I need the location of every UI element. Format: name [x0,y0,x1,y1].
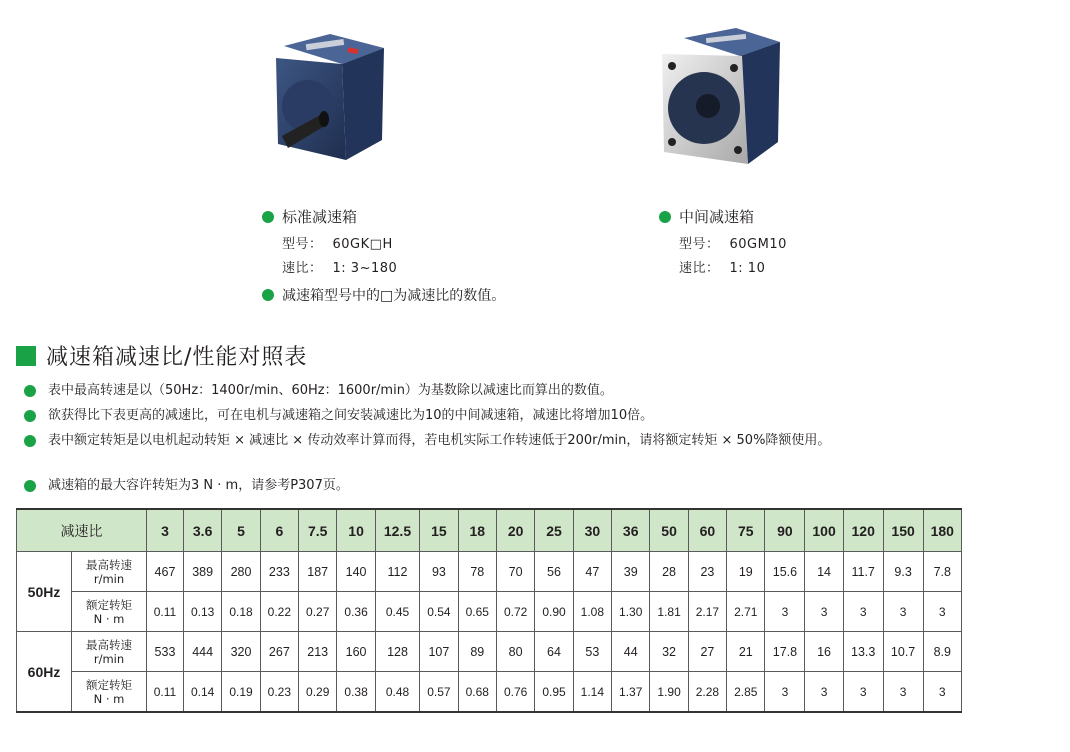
value-cell: 8.9 [923,632,961,672]
value-cell: 0.29 [299,672,337,713]
value-cell: 2.17 [688,592,726,632]
ratio-cell: 60 [688,509,726,552]
value-cell: 187 [299,552,337,592]
product-standard-ratio: 速比： 1: 3~180 [282,261,398,276]
gearbox-intermediate-image [656,26,786,170]
value-cell: 3 [883,592,923,632]
value-cell: 0.11 [147,592,184,632]
bullet-icon [24,435,36,447]
value-cell: 2.85 [727,672,765,713]
ratio-cell: 25 [535,509,573,552]
value-cell: 0.19 [222,672,260,713]
value-cell: 0.23 [260,672,298,713]
ratio-cell: 20 [496,509,534,552]
value-cell: 0.22 [260,592,298,632]
value-cell: 47 [573,552,611,592]
value-cell: 28 [650,552,688,592]
ratio-cell: 50 [650,509,688,552]
value-cell: 1.14 [573,672,611,713]
value-cell: 3 [765,592,805,632]
value-cell: 3 [843,672,883,713]
value-cell: 389 [183,552,221,592]
value-cell: 0.14 [183,672,221,713]
value-cell: 39 [612,552,650,592]
value-cell: 320 [222,632,260,672]
value-cell: 0.38 [337,672,375,713]
value-cell: 0.90 [535,592,573,632]
value-cell: 1.37 [612,672,650,713]
value-cell: 0.57 [420,672,458,713]
ratio-cell: 30 [573,509,611,552]
value-cell: 0.48 [375,672,419,713]
value-cell: 267 [260,632,298,672]
value-cell: 44 [612,632,650,672]
ratio-cell: 120 [843,509,883,552]
value-cell: 3 [805,672,843,713]
value-cell: 15.6 [765,552,805,592]
value-cell: 0.11 [147,672,184,713]
value-cell: 112 [375,552,419,592]
table-row [17,672,962,713]
value-cell: 0.13 [183,592,221,632]
row-label-bottom: r/min [93,571,125,586]
value-cell: 0.27 [299,592,337,632]
row-label-top: 最高转速 [86,637,132,652]
value-cell: 64 [535,632,573,672]
note-item: 减速箱的最大容许转矩为3 N · m，请参考P307页。 [24,477,954,495]
value-cell: 280 [222,552,260,592]
value-cell: 3 [765,672,805,713]
note-item: 表中最高转速是以（50Hz：1400r/min、60Hz：1600r/min）为基数除以减速比而算出的数值。 [24,382,954,400]
table-row [17,552,962,592]
value-cell: 56 [535,552,573,592]
row-label-top: 额定转矩 [86,597,132,612]
value-cell: 21 [727,632,765,672]
value-cell: 160 [337,632,375,672]
ratio-cell: 12.5 [375,509,419,552]
row-label-top: 额定转矩 [86,677,132,692]
ratio-cell: 18 [458,509,496,552]
value-cell: 0.54 [420,592,458,632]
value-cell: 128 [375,632,419,672]
note-item: 表中额定转矩是以电机起动转矩 × 减速比 × 传动效率计算而得，若电机实际工作转速低于200r/min，请将额定转矩 × 50%降额使用。 [24,432,954,450]
section-header [16,340,307,371]
bullet-icon [24,480,36,492]
ratio-cell: 15 [420,509,458,552]
ratio-cell: 6 [260,509,298,552]
value-cell: 89 [458,632,496,672]
bullet-icon [24,385,36,397]
value-cell: 0.36 [337,592,375,632]
value-cell: 78 [458,552,496,592]
ratio-cell: 36 [612,509,650,552]
value-cell: 7.8 [923,552,961,592]
bullet-icon [262,211,274,223]
value-cell: 19 [727,552,765,592]
value-cell: 444 [183,632,221,672]
ratio-cell: 100 [805,509,843,552]
value-cell: 107 [420,632,458,672]
value-cell: 213 [299,632,337,672]
ratio-cell: 7.5 [299,509,337,552]
table-header-row [17,509,962,552]
value-cell: 23 [688,552,726,592]
value-cell: 13.3 [843,632,883,672]
row-label-bottom: r/min [93,651,125,666]
value-cell: 3 [923,592,961,632]
value-cell: 0.68 [458,672,496,713]
value-cell: 1.30 [612,592,650,632]
value-cell: 3 [843,592,883,632]
value-cell: 140 [337,552,375,592]
value-cell: 70 [496,552,534,592]
value-cell: 0.76 [496,672,534,713]
ratio-cell: 5 [222,509,260,552]
table-row [17,632,962,672]
value-cell: 1.81 [650,592,688,632]
value-cell: 2.28 [688,672,726,713]
table-row [17,592,962,632]
value-cell: 93 [420,552,458,592]
product-standard-title: 标准减速箱 [262,206,357,227]
ratio-cell: 75 [727,509,765,552]
product-intermediate-title: 中间减速箱 [659,206,754,227]
value-cell: 0.72 [496,592,534,632]
frequency-cell: 60Hz [17,632,72,713]
value-cell: 53 [573,632,611,672]
value-cell: 80 [496,632,534,672]
gearbox-standard-image [262,28,392,168]
product-intermediate-model: 型号： 60GM10 [679,237,787,252]
row-label-bottom: N · m [93,611,125,626]
value-cell: 0.45 [375,592,419,632]
row-label-top: 最高转速 [86,557,132,572]
ratio-cell: 180 [923,509,961,552]
ratio-cell: 90 [765,509,805,552]
value-cell: 32 [650,632,688,672]
value-cell: 3 [883,672,923,713]
value-cell: 3 [805,592,843,632]
value-cell: 1.90 [650,672,688,713]
product-note: 减速箱型号中的□为减速比的数值。 [262,285,505,305]
bullet-icon [659,211,671,223]
section-title: 减速箱减速比/性能对照表 [46,345,308,370]
value-cell: 10.7 [883,632,923,672]
product-intermediate-ratio: 速比： 1: 10 [679,261,766,276]
ratio-cell: 150 [883,509,923,552]
ratio-cell: 10 [337,509,375,552]
row-label-cell [72,632,147,672]
value-cell: 9.3 [883,552,923,592]
value-cell: 0.18 [222,592,260,632]
row-label-bottom: N · m [93,691,125,706]
ratio-performance-table [16,508,962,713]
value-cell: 1.08 [573,592,611,632]
value-cell: 0.95 [535,672,573,713]
bullet-icon [262,289,274,301]
section-square-icon [16,346,36,366]
product-standard-model: 型号： 60GK□H [282,237,393,252]
value-cell: 17.8 [765,632,805,672]
value-cell: 16 [805,632,843,672]
value-cell: 2.71 [727,592,765,632]
value-cell: 27 [688,632,726,672]
row-label-cell [72,672,147,713]
value-cell: 3 [923,672,961,713]
value-cell: 233 [260,552,298,592]
ratio-header-label: 减速比 [17,509,147,552]
value-cell: 0.65 [458,592,496,632]
ratio-cell: 3 [147,509,184,552]
row-label-cell [72,552,147,592]
bullet-icon [24,410,36,422]
ratio-cell: 3.6 [183,509,221,552]
row-label-cell [72,592,147,632]
value-cell: 11.7 [843,552,883,592]
value-cell: 533 [147,632,184,672]
value-cell: 14 [805,552,843,592]
frequency-cell: 50Hz [17,552,72,632]
note-item: 欲获得比下表更高的减速比，可在电机与减速箱之间安装减速比为10的中间减速箱，减速比将增加10倍。 [24,407,954,425]
value-cell: 467 [147,552,184,592]
